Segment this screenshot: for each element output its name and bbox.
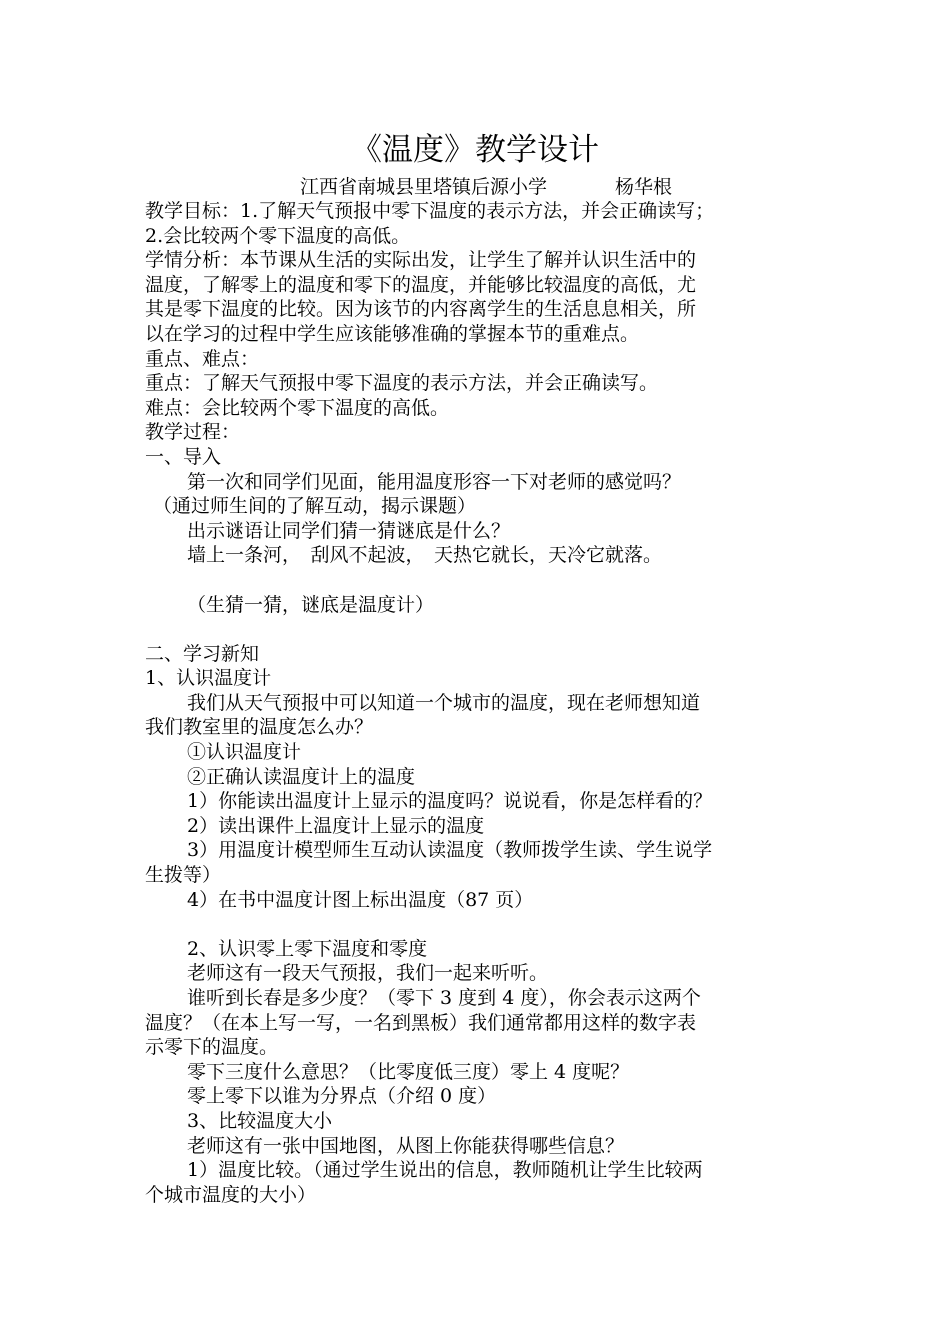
text-line: 温度，了解零上的温度和零下的温度，并能够比较温度的高低，尤 (145, 273, 697, 296)
subsection-heading: 1、认识温度计 (145, 667, 272, 690)
text-line: 示零下的温度。 (145, 1036, 279, 1059)
text-line: 以在学习的过程中学生应该能够准确的掌握本节的重难点。 (145, 322, 640, 345)
riddle-line: 墙上一条河， 刮风不起波， 天热它就长，天冷它就落。 (187, 544, 663, 567)
text-line: 教学目标：1.了解天气预报中零下温度的表示方法，并会正确读写； (145, 200, 715, 222)
text-line: 老师这有一段天气预报，我们一起来听听。 (187, 962, 549, 985)
text-line: 学情分析：本节课从生活的实际出发，让学生了解并认识生活中的 (145, 249, 697, 272)
text-line: 个城市温度的大小） (145, 1183, 317, 1206)
blank-line (145, 617, 817, 642)
text-line: 出示谜语让同学们猜一猜谜底是什么？ (187, 519, 511, 542)
blank-line (145, 912, 817, 937)
text-line: 生拨等） (145, 864, 222, 887)
text-line: 温度？（在本上写一写，一名到黑板）我们通常都用这样的数字表 (145, 1011, 697, 1034)
section-heading: 重点、难点： (145, 347, 260, 370)
text-line: 重点：了解天气预报中零下温度的表示方法，并会正确读写。 (145, 372, 659, 395)
text-line: 1）你能读出温度计上显示的温度吗？说说看，你是怎样看的？ (187, 790, 713, 813)
author-line (300, 175, 672, 199)
author-name: 杨华根 (615, 176, 673, 198)
text-line: 谁听到长春是多少度？（零下 3 度到 4 度），你会表示这两个 (187, 987, 701, 1009)
text-line: 其是零下温度的比较。因为该节的内容离学生的生活息息相关，所 (145, 298, 697, 321)
text-line: ①认识温度计 (187, 741, 302, 764)
text-line: ②正确认读温度计上的温度 (187, 765, 416, 788)
text-line: 第一次和同学们见面，能用温度形容一下对老师的感觉吗？ (187, 470, 682, 493)
text-line: （通过师生间的了解互动，揭示课题） (153, 495, 477, 518)
text-line: 老师这有一张中国地图，从图上你能获得哪些信息？ (187, 1134, 625, 1157)
section-heading: 教学过程： (145, 421, 241, 444)
document-title: 《温度》教学设计 (351, 132, 599, 168)
text-line: 我们从天气预报中可以知道一个城市的温度，现在老师想知道 (187, 691, 701, 714)
section-heading: 二、学习新知 (145, 642, 260, 665)
text-line: 零下三度什么意思？（比零度低三度）零上 4 度呢？ (187, 1060, 630, 1083)
text-line: 2.会比较两个零下温度的高低。 (145, 224, 411, 247)
text-line: 3）用温度计模型师生互动认读温度（教师拨学生读、学生说学 (187, 839, 713, 862)
blank-line (145, 568, 817, 593)
section-heading: 一、导入 (145, 445, 222, 468)
subsection-heading: 2、认识零上零下温度和零度 (187, 937, 428, 960)
text-line: 4）在书中温度计图上标出温度（87 页） (187, 888, 534, 911)
text-line: 1）温度比较。（通过学生说出的信息，教师随机让学生比较两 (187, 1159, 703, 1182)
text-line: 零上零下以谁为分界点（介绍 0 度） (187, 1085, 497, 1108)
text-line: 我们教室里的温度怎么办？ (145, 716, 374, 739)
document-body (145, 199, 817, 1207)
subsection-heading: 3、比较温度大小 (187, 1109, 333, 1132)
text-line: （生猜一猜，谜底是温度计） (187, 593, 435, 616)
text-line: 2）读出课件上温度计上显示的温度 (187, 814, 485, 837)
author-school: 江西省南城县里塔镇后源小学 (300, 176, 548, 198)
text-line: 难点：会比较两个零下温度的高低。 (145, 396, 450, 419)
